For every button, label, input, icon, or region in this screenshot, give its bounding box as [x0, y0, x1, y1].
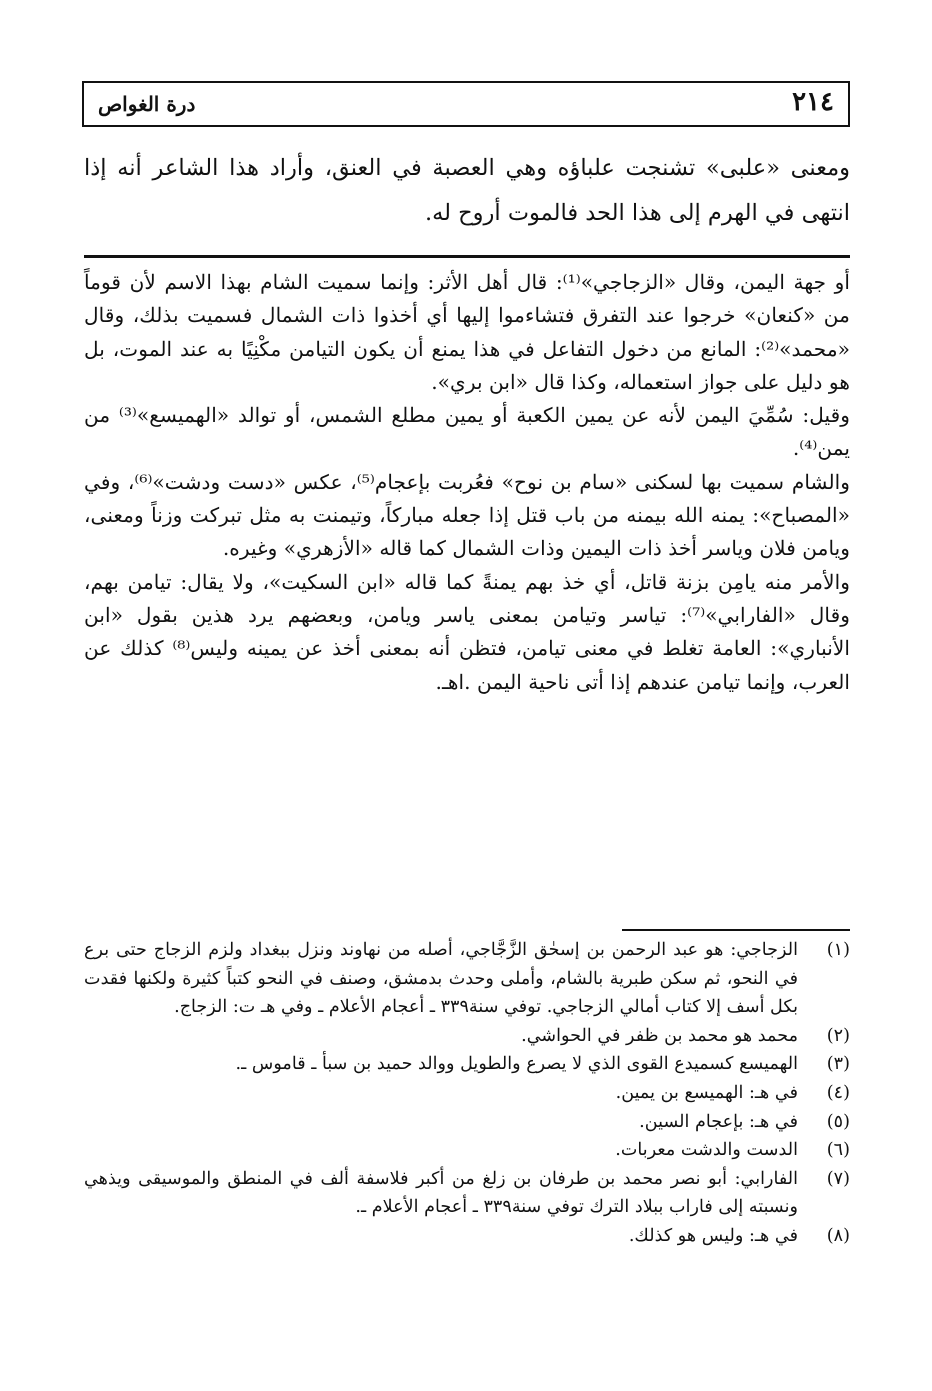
section-divider — [84, 255, 850, 258]
footnote-number: (٢) — [826, 1025, 850, 1046]
footnotes — [84, 936, 850, 1251]
footnote — [84, 1108, 850, 1137]
footnote-text: في هـ: الهميسع بن يمين. — [615, 1082, 798, 1103]
book-title: درة الغواص — [98, 92, 196, 116]
footnote-text: الدست والدشت معربات. — [615, 1140, 798, 1161]
footnote-number: (١) — [826, 940, 850, 960]
body-paragraph: والأمر منه يامِن بزنة قاتل، أي خذ بهم يمنةً كما قاله «ابن السكيت»، ولا يقال: تيامن بهم، وقال «الفارابي»⁽⁷⁾: تياسر وتيامن بمعنى ياسر ويامن، وبعضهم يرد هذين بقول «ابن الأنباري»: العامة تغلط في معنى تيامن، فتظن أنه بمعنى أخذ عن يمينه وليس⁽⁸⁾ كذلك عن العرب، وإنما تيامن عندهم إذا أتى ناحية اليمن .اهـ. — [84, 569, 850, 694]
footnote-number: (٧) — [826, 1168, 850, 1189]
lead-paragraph: ومعنى «علبى» تشنجت علباؤه وهي العصبة في العنق، وأراد هذا الشاعر أنه إذا انتهى في الهرم إلى هذا الحد فالموت أروح له. — [84, 155, 850, 226]
footnote-number: (٣) — [826, 1054, 850, 1075]
body-paragraph: وقيل: سُمِّيَ اليمن لأنه عن يمين الكعبة أو يمين مطلع الشمس، أو توالد «الهميسع»⁽³⁾ من يمن⁽⁴⁾. — [84, 403, 850, 461]
footnote-text: الفارابي: أبو نصر محمد بن طرفان بن زلغ من أكبر فلاسفة ألف في المنطق والموسيقى ويذهي ونسبته إلى فاراب ببلاد الترك توفي سنة٣٣٩ ـ أعجام الأعلام ـ. — [84, 1168, 798, 1218]
footnote-divider — [622, 929, 850, 931]
footnote — [84, 1136, 850, 1165]
page-number: ٢١٤ — [792, 87, 834, 117]
running-header — [82, 81, 850, 127]
footnote-number: (٤) — [826, 1082, 850, 1103]
footnote-text: الزجاجي: هو عبد الرحمن بن إسحٰق الزَّجَّاجي، أصله من نهاوند ونزل ببغداد ولزم الزجاج حتى برع في النحو، ثم سكن طبرية بالشام، وأملى وحدث بدمشق، وصنف في النحو كتباً كثيرة ولكنها فقدت بكل أسف إلا كتاب أمالي الزجاجي. توفي سنة٣٣٩ ـ أعجام الأعلام ـ وفي هـ ت: الزجاج. — [84, 940, 798, 1018]
footnote-text: الهميسع كسميدع القوى الذي لا يصرع والطويل ووالد حميد بن سبأ ـ قاموس ـ. — [235, 1054, 798, 1075]
footnote-number: (٦) — [826, 1140, 850, 1161]
body-text — [84, 266, 850, 699]
footnote — [84, 1165, 850, 1222]
footnote — [84, 1022, 850, 1051]
footnote-text: في هـ: وليس هو كذلك. — [628, 1225, 798, 1246]
footnote-text: محمد هو محمد بن ظفر في الحواشي. — [521, 1025, 798, 1046]
footnote-number: (٥) — [826, 1111, 850, 1132]
footnote-text: في هـ: بإعجام السين. — [639, 1111, 798, 1132]
footnote — [84, 1079, 850, 1108]
footnote — [84, 936, 850, 1022]
footnote — [84, 1050, 850, 1079]
footnote — [84, 1222, 850, 1251]
body-paragraph: أو جهة اليمن، وقال «الزجاجي»⁽¹⁾: قال أهل الأثر: وإنما سميت الشام بهذا الاسم لأن قوماً من «كنعان» خرجوا عند التفرق فتشاءموا إليها أي أخذوا ذات الشمال فسميت بذلك، وقال «محمد»⁽²⁾: المانع من دخول التفاعل في هذا يمنع أن يكون التيامن مكْنِيًا به عند الموت، بل هو دليل على جواز استعماله، وكذا قال «ابن بري». — [84, 270, 851, 394]
body-paragraph: والشام سميت بها لسكنى «سام بن نوح» فعُربت بإعجام⁽⁵⁾، عكس «دست ودشت»⁽⁶⁾، وفي «المصباح»: يمنه الله بيمنه من باب قتل إذا جعله مباركاً، وتيمنت به مثل تبركت وزناً ومعنى، ويامن فلان وياسر أخذ ذات اليمين وذات الشمال كما قاله «الأزهري» وغيره. — [84, 469, 850, 561]
footnote-number: (٨) — [826, 1225, 850, 1246]
